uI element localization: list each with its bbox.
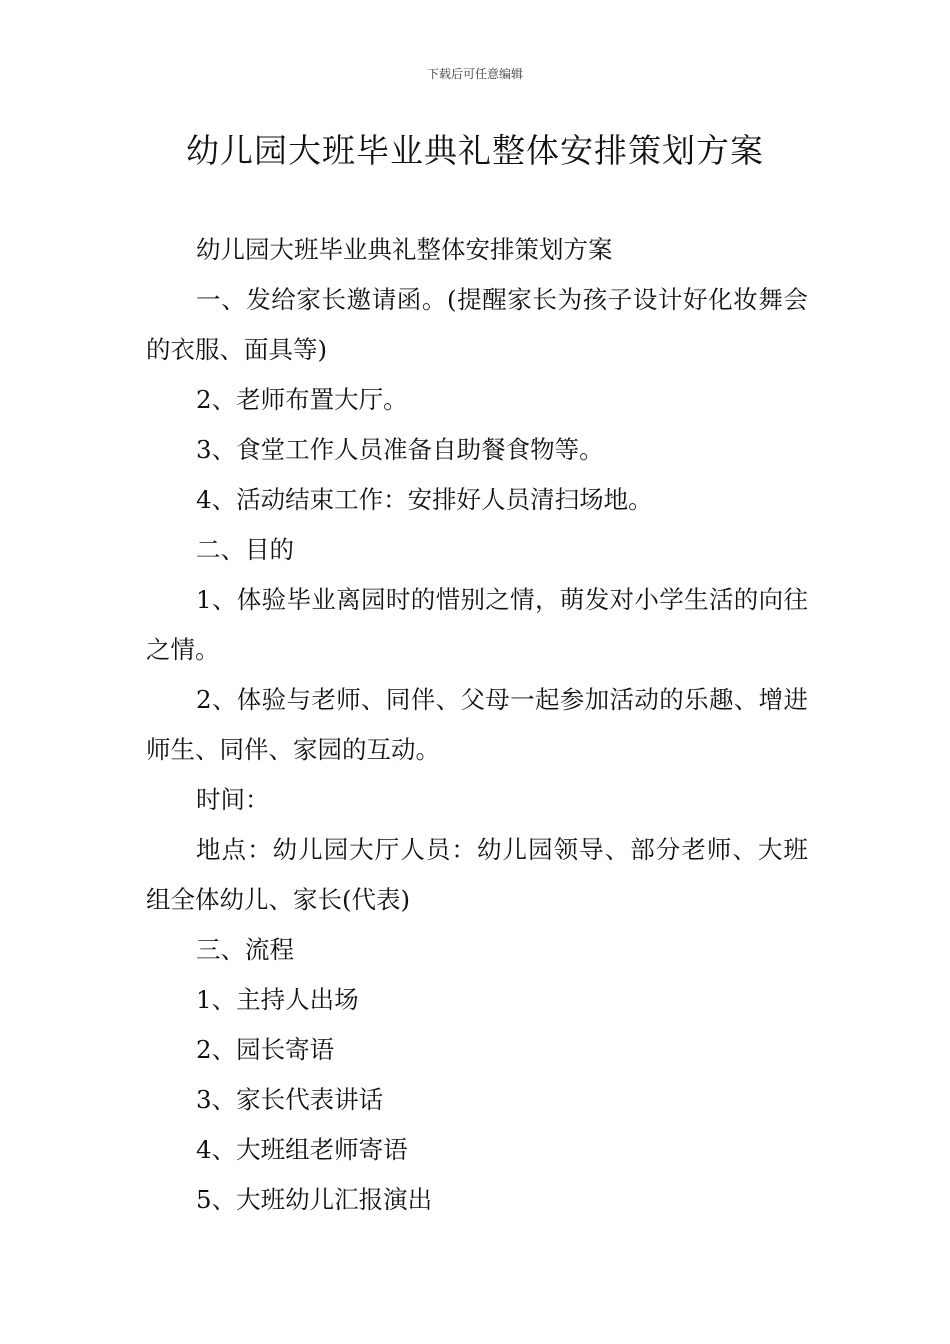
section-heading: 二、目的 [196, 535, 294, 564]
paragraph: 2、体验与老师、同伴、父母一起参加活动的乐趣、增进师生、同伴、家园的互动。 [146, 685, 808, 764]
paragraph: 1、主持人出场 [196, 985, 359, 1014]
paragraph: 一、发给家长邀请函。(提醒家长为孩子设计好化妆舞会的衣服、面具等) [146, 285, 808, 364]
paragraph: 3、家长代表讲话 [196, 1085, 384, 1114]
section-heading: 三、流程 [196, 935, 294, 964]
paragraph: 2、老师布置大厅。 [196, 385, 408, 414]
paragraph: 地点：幼儿园大厅人员：幼儿园领导、部分老师、大班组全体幼儿、家长(代表) [146, 835, 808, 914]
paragraph: 2、园长寄语 [196, 1035, 335, 1064]
paragraph: 时间： [196, 785, 270, 814]
paragraph: 4、活动结束工作：安排好人员清扫场地。 [196, 485, 653, 514]
paragraph: 3、食堂工作人员准备自助餐食物等。 [196, 435, 604, 464]
header-note: 下载后可任意编辑 [426, 67, 523, 81]
paragraph: 5、大班幼儿汇报演出 [196, 1185, 433, 1214]
document-title: 幼儿园大班毕业典礼整体安排策划方案 [186, 131, 764, 170]
paragraph: 1、体验毕业离园时的惜别之情，萌发对小学生活的向往之情。 [146, 585, 808, 664]
document-body [146, 225, 808, 1225]
paragraph: 幼儿园大班毕业典礼整体安排策划方案 [196, 235, 613, 264]
paragraph: 4、大班组老师寄语 [196, 1135, 408, 1164]
